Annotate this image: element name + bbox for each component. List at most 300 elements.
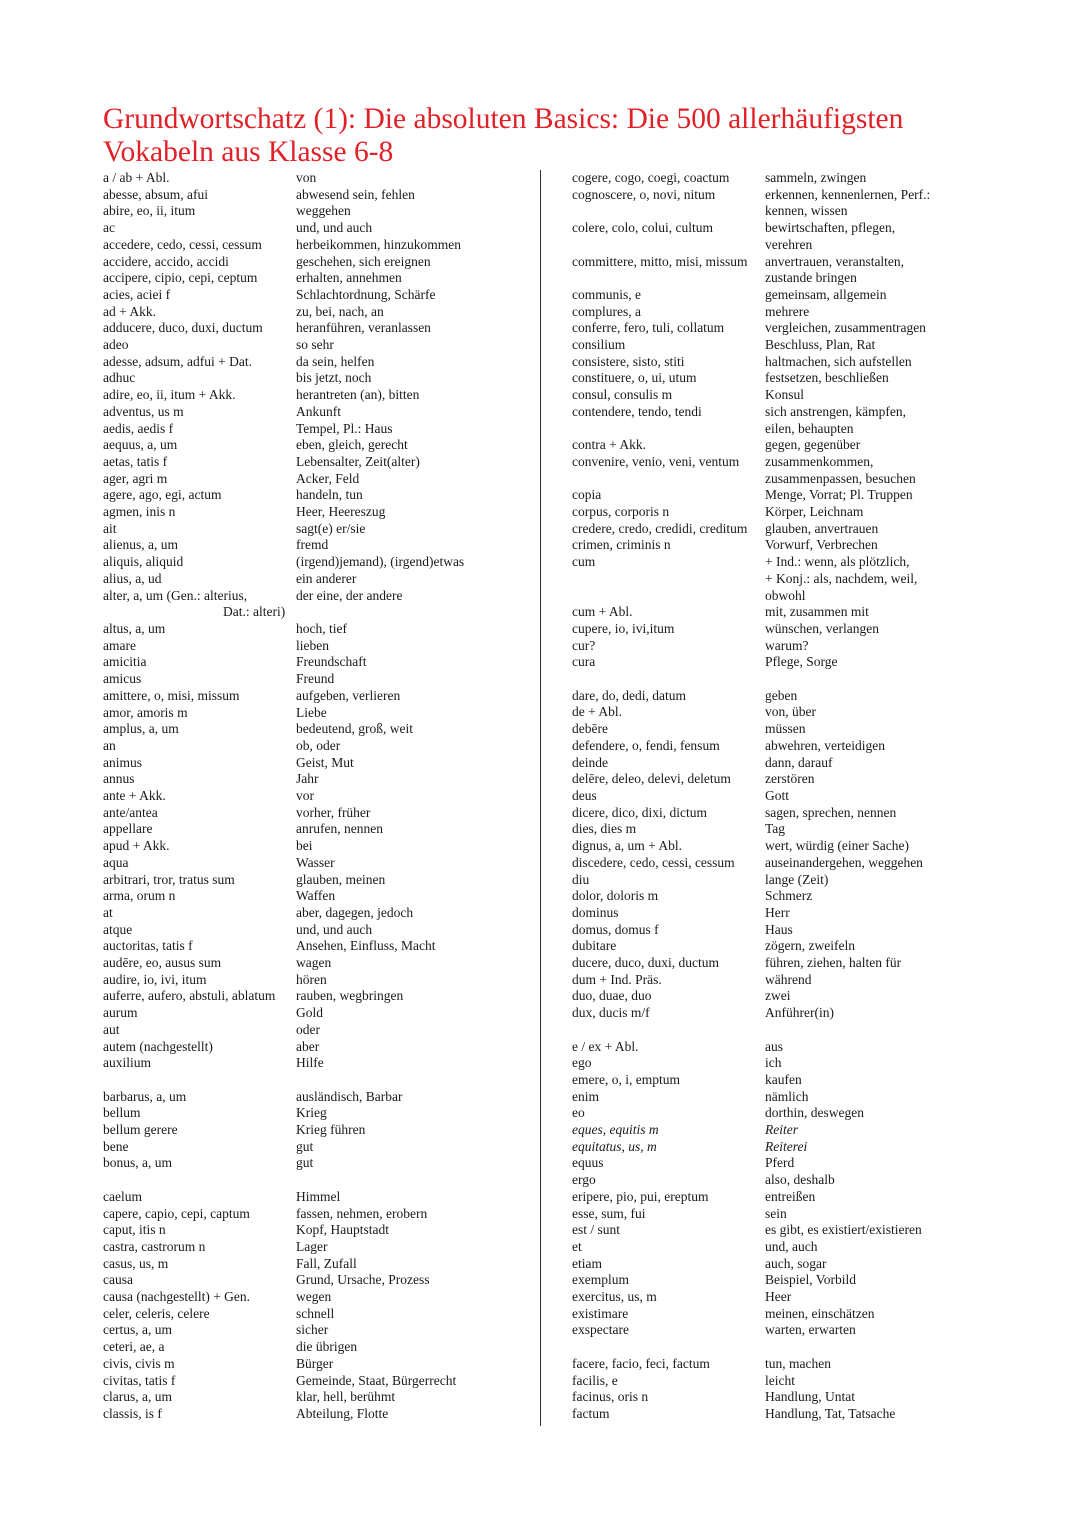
german-meaning: sagen, sprechen, nennen xyxy=(765,804,897,820)
latin-term: ad + Akk. xyxy=(103,303,156,319)
vocab-row xyxy=(572,170,972,187)
vocab-row xyxy=(103,203,533,220)
vocab-row xyxy=(103,237,533,254)
german-meaning: vor xyxy=(296,788,314,804)
vocab-row xyxy=(572,1256,972,1273)
latin-term xyxy=(103,1072,296,1089)
vocab-row xyxy=(572,704,972,721)
latin-term: copia xyxy=(572,487,602,503)
latin-term: clarus, a, um xyxy=(103,1389,172,1405)
latin-term: bonus, a, um xyxy=(103,1155,172,1171)
vocab-row xyxy=(103,270,533,287)
latin-term: auctoritas, tatis f xyxy=(103,938,193,954)
german-meaning xyxy=(296,1172,533,1189)
vocab-row xyxy=(572,821,972,838)
latin-term: audēre, eo, ausus sum xyxy=(103,955,222,971)
german-meaning: Ansehen, Einfluss, Macht xyxy=(296,938,436,954)
latin-term xyxy=(572,237,765,254)
vocab-row xyxy=(572,487,972,504)
vocab-row xyxy=(103,905,533,922)
latin-term: corpus, corporis n xyxy=(572,504,670,520)
german-meaning: also, deshalb xyxy=(765,1172,835,1188)
german-meaning: Krieg xyxy=(296,1105,327,1121)
vocab-row xyxy=(572,604,972,621)
vocab-row xyxy=(572,320,972,337)
latin-term: factum xyxy=(572,1405,610,1421)
german-meaning: zusammenkommen, xyxy=(765,453,874,469)
vocab-row xyxy=(572,671,972,688)
latin-term: celer, celeris, celere xyxy=(103,1305,210,1321)
german-meaning: sicher xyxy=(296,1322,329,1338)
vocab-row xyxy=(572,554,972,571)
vocab-row xyxy=(103,437,533,454)
latin-term: committere, mitto, misi, missum xyxy=(572,253,748,269)
german-meaning: Pflege, Sorge xyxy=(765,654,838,670)
latin-term: adventus, us m xyxy=(103,403,184,419)
latin-term: casus, us, m xyxy=(103,1255,169,1271)
latin-term xyxy=(572,1022,765,1039)
latin-term: accidere, accido, accidi xyxy=(103,253,229,269)
latin-term: dum + Ind. Präs. xyxy=(572,971,662,987)
latin-term: amor, amoris m xyxy=(103,704,188,720)
vocab-row xyxy=(103,1322,533,1339)
latin-term: de + Abl. xyxy=(572,704,622,720)
german-meaning: sich anstrengen, kämpfen, xyxy=(765,403,906,419)
latin-term: altus, a, um xyxy=(103,620,166,636)
german-meaning: oder xyxy=(296,1021,320,1037)
vocab-row xyxy=(572,1139,972,1156)
german-meaning: Gold xyxy=(296,1005,323,1021)
latin-term: contendere, tendo, tendi xyxy=(572,403,702,419)
latin-term: colere, colo, colui, cultum xyxy=(572,220,713,236)
latin-term: classis, is f xyxy=(103,1406,162,1421)
german-meaning: Herr xyxy=(765,904,790,920)
vocab-row xyxy=(572,755,972,772)
latin-term: at xyxy=(103,904,113,920)
latin-term: dux, ducis m/f xyxy=(572,1005,650,1021)
latin-term: equitatus, us, m xyxy=(572,1138,657,1154)
vocab-row xyxy=(103,1206,533,1223)
german-meaning: Konsul xyxy=(765,387,805,403)
vocab-row xyxy=(103,1256,533,1273)
german-meaning: bewirtschaften, pflegen, xyxy=(765,220,896,236)
german-meaning: zu, bei, nach, an xyxy=(296,303,384,319)
vocab-row xyxy=(103,571,533,588)
german-meaning: ausländisch, Barbar xyxy=(296,1088,403,1104)
vocab-row xyxy=(572,938,972,955)
german-meaning: zusammenpassen, besuchen xyxy=(765,470,916,486)
latin-term: caelum xyxy=(103,1188,142,1204)
vocab-row xyxy=(572,621,972,638)
vocab-row xyxy=(103,1072,533,1089)
german-meaning: Tempel, Pl.: Haus xyxy=(296,420,393,436)
vocab-row xyxy=(103,1055,533,1072)
german-meaning: wagen xyxy=(296,955,332,971)
vocab-row xyxy=(103,404,533,421)
german-meaning: auch, sogar xyxy=(765,1255,827,1271)
german-meaning: Jahr xyxy=(296,771,319,787)
vocab-row xyxy=(572,571,972,588)
german-meaning: Freund xyxy=(296,671,335,687)
german-meaning: gut xyxy=(296,1138,314,1154)
vocab-row xyxy=(572,872,972,889)
german-meaning: sagt(e) er/sie xyxy=(296,520,366,536)
latin-term: cogere, cogo, coegi, coactum xyxy=(572,170,730,185)
vocab-row xyxy=(103,671,533,688)
german-meaning: Beschluss, Plan, Rat xyxy=(765,337,876,353)
vocab-row xyxy=(103,688,533,705)
vocab-row xyxy=(103,1089,533,1106)
german-meaning: sammeln, zwingen xyxy=(765,170,867,185)
vocab-row xyxy=(572,203,972,220)
german-meaning: und, und auch xyxy=(296,220,373,236)
latin-term: ager, agri m xyxy=(103,470,168,486)
vocab-row xyxy=(103,1339,533,1356)
vocab-row xyxy=(103,838,533,855)
latin-term: audire, io, ivi, itum xyxy=(103,971,207,987)
latin-term: convenire, venio, veni, ventum xyxy=(572,453,740,469)
latin-term: alius, a, ud xyxy=(103,570,162,586)
latin-term: causa (nachgestellt) + Gen. xyxy=(103,1289,251,1305)
german-meaning: klar, hell, berühmt xyxy=(296,1389,396,1405)
german-meaning: Krieg führen xyxy=(296,1122,366,1138)
vocab-row xyxy=(572,654,972,671)
latin-term: facinus, oris n xyxy=(572,1389,649,1405)
german-meaning: Heer, Heereszug xyxy=(296,504,386,520)
vocab-row xyxy=(103,537,533,554)
vocab-row xyxy=(572,1089,972,1106)
german-meaning: ob, oder xyxy=(296,737,341,753)
vocab-row xyxy=(572,1005,972,1022)
column-divider xyxy=(540,170,541,1426)
german-meaning: Geist, Mut xyxy=(296,754,354,770)
german-meaning: + Konj.: als, nachdem, weil, xyxy=(765,570,918,586)
german-meaning: Acker, Feld xyxy=(296,470,360,486)
latin-term xyxy=(572,571,765,588)
german-meaning: gut xyxy=(296,1155,314,1171)
latin-term: conferre, fero, tuli, collatum xyxy=(572,320,725,336)
vocab-row xyxy=(103,254,533,271)
vocab-row xyxy=(572,888,972,905)
german-meaning: es gibt, es existiert/existieren xyxy=(765,1222,922,1238)
vocab-row xyxy=(572,304,972,321)
vocab-row xyxy=(103,654,533,671)
vocab-row xyxy=(103,187,533,204)
latin-term: appellare xyxy=(103,821,153,837)
latin-term: discedere, cedo, cessi, cessum xyxy=(572,854,735,870)
vocab-row xyxy=(103,1406,533,1423)
german-meaning: Wasser xyxy=(296,854,335,870)
german-meaning: lange (Zeit) xyxy=(765,871,829,887)
latin-term: debēre xyxy=(572,721,608,737)
german-meaning: rauben, wegbringen xyxy=(296,988,404,1004)
german-meaning: Anführer(in) xyxy=(765,1005,834,1021)
latin-term: abesse, absum, afui xyxy=(103,186,208,202)
latin-term: certus, a, um xyxy=(103,1322,172,1338)
vocab-row xyxy=(572,788,972,805)
german-meaning: abwehren, verteidigen xyxy=(765,737,885,753)
vocab-row xyxy=(572,805,972,822)
german-meaning: Menge, Vorrat; Pl. Truppen xyxy=(765,487,913,503)
german-meaning: vergleichen, zusammentragen xyxy=(765,320,926,336)
vocab-row xyxy=(572,771,972,788)
vocab-row xyxy=(103,721,533,738)
vocab-row xyxy=(572,688,972,705)
vocab-row xyxy=(572,1339,972,1356)
latin-term: ante/antea xyxy=(103,804,158,820)
german-meaning: warum? xyxy=(765,637,809,653)
latin-term: deus xyxy=(572,788,597,803)
latin-term: exspectare xyxy=(572,1322,629,1338)
german-meaning: von xyxy=(296,170,317,185)
latin-term: causa xyxy=(103,1272,133,1288)
german-meaning: herbeikommen, hinzukommen xyxy=(296,236,461,252)
latin-term: castra, castrorum n xyxy=(103,1238,206,1254)
german-meaning: verehren xyxy=(765,236,813,252)
german-meaning: ein anderer xyxy=(296,570,357,586)
latin-term: communis, e xyxy=(572,286,641,302)
vocab-row xyxy=(103,788,533,805)
vocab-row xyxy=(572,220,972,237)
latin-term: alter, a, um (Gen.: alterius, xyxy=(103,587,248,603)
latin-term: atque xyxy=(103,921,133,937)
latin-term: eques, equitis m xyxy=(572,1122,659,1138)
vocab-row xyxy=(103,988,533,1005)
vocab-row xyxy=(103,320,533,337)
german-meaning: Beispiel, Vorbild xyxy=(765,1272,857,1288)
german-meaning: anvertrauen, veranstalten, xyxy=(765,253,905,269)
vocab-row xyxy=(103,521,533,538)
latin-term: ante + Akk. xyxy=(103,788,166,804)
german-meaning: Körper, Leichnam xyxy=(765,504,864,520)
german-meaning: bei xyxy=(296,838,313,854)
german-meaning: nämlich xyxy=(765,1088,809,1104)
latin-term: apud + Akk. xyxy=(103,838,170,854)
latin-term: an xyxy=(103,737,116,753)
german-meaning: aber, dagegen, jedoch xyxy=(296,904,414,920)
german-meaning: Kopf, Hauptstadt xyxy=(296,1222,389,1238)
vocab-row xyxy=(103,554,533,571)
vocab-row xyxy=(572,955,972,972)
vocab-row xyxy=(572,521,972,538)
vocab-row xyxy=(572,1373,972,1390)
german-meaning: entreißen xyxy=(765,1188,816,1204)
vocab-row xyxy=(572,1022,972,1039)
vocab-row xyxy=(103,855,533,872)
german-meaning: weggehen xyxy=(296,203,351,219)
german-meaning: wünschen, verlangen xyxy=(765,620,879,636)
latin-term: dies, dies m xyxy=(572,821,637,837)
german-meaning: sein xyxy=(765,1205,787,1221)
vocab-row xyxy=(572,1122,972,1139)
vocab-row xyxy=(572,638,972,655)
german-meaning: + Ind.: wenn, als plötzlich, xyxy=(765,554,910,570)
latin-term: adhuc xyxy=(103,370,136,386)
latin-term: bene xyxy=(103,1138,129,1154)
german-meaning: dorthin, deswegen xyxy=(765,1105,864,1121)
vocab-row xyxy=(103,805,533,822)
latin-term xyxy=(572,471,765,488)
latin-term: adesse, adsum, adfui + Dat. xyxy=(103,353,252,369)
latin-term: eripere, pio, pui, ereptum xyxy=(572,1188,709,1204)
german-meaning: festsetzen, beschließen xyxy=(765,370,889,386)
german-meaning: während xyxy=(765,971,812,987)
vocab-row xyxy=(572,1239,972,1256)
vocab-row xyxy=(572,1272,972,1289)
vocab-column-right xyxy=(572,170,972,1423)
vocab-row xyxy=(103,471,533,488)
german-meaning xyxy=(296,1072,533,1089)
vocab-row xyxy=(103,588,533,605)
german-meaning: hören xyxy=(296,971,327,987)
german-meaning: Pferd xyxy=(765,1155,795,1171)
vocab-row xyxy=(572,1172,972,1189)
latin-term: ducere, duco, duxi, ductum xyxy=(572,955,719,971)
vocab-row xyxy=(103,287,533,304)
latin-term: defendere, o, fendi, fensum xyxy=(572,737,720,753)
latin-term: contra + Akk. xyxy=(572,437,646,453)
vocab-row xyxy=(103,938,533,955)
latin-term: exemplum xyxy=(572,1272,629,1288)
latin-term: constituere, o, ui, utum xyxy=(572,370,697,386)
german-meaning: zustande bringen xyxy=(765,270,857,286)
latin-term xyxy=(103,1172,296,1189)
vocab-row xyxy=(572,370,972,387)
vocab-row xyxy=(572,537,972,554)
vocab-row xyxy=(103,821,533,838)
german-meaning: geben xyxy=(765,687,798,703)
german-meaning: Fall, Zufall xyxy=(296,1255,357,1271)
vocab-row xyxy=(103,705,533,722)
latin-term: delēre, deleo, delevi, deletum xyxy=(572,771,731,787)
vocab-row xyxy=(572,905,972,922)
vocab-row xyxy=(103,972,533,989)
german-meaning: lieben xyxy=(296,637,329,653)
german-meaning: eben, gleich, gerecht xyxy=(296,437,408,453)
german-meaning: Heer xyxy=(765,1289,792,1305)
latin-term: esse, sum, fui xyxy=(572,1205,646,1221)
german-meaning xyxy=(765,671,972,688)
german-meaning: Waffen xyxy=(296,888,336,904)
latin-term: ego xyxy=(572,1055,592,1071)
vocab-row xyxy=(103,621,533,638)
vocab-row xyxy=(572,1155,972,1172)
latin-term: amplus, a, um xyxy=(103,721,179,737)
german-meaning: tun, machen xyxy=(765,1355,831,1371)
vocab-row xyxy=(572,721,972,738)
german-meaning: zerstören xyxy=(765,771,815,787)
vocab-row xyxy=(103,504,533,521)
german-meaning xyxy=(765,1339,972,1356)
german-meaning: kaufen xyxy=(765,1071,802,1087)
vocab-row xyxy=(572,1356,972,1373)
latin-term: dare, do, dedi, datum xyxy=(572,687,686,703)
vocab-row xyxy=(572,237,972,254)
german-meaning: wegen xyxy=(296,1289,332,1305)
vocab-row xyxy=(103,1155,533,1172)
vocab-row xyxy=(572,354,972,371)
vocab-row xyxy=(572,922,972,939)
vocab-row xyxy=(572,387,972,404)
vocab-row xyxy=(572,337,972,354)
latin-term: ergo xyxy=(572,1172,596,1188)
vocab-row xyxy=(572,838,972,855)
vocab-row xyxy=(103,755,533,772)
latin-term: aliquis, aliquid xyxy=(103,554,184,570)
vocab-row xyxy=(103,1039,533,1056)
vocab-row xyxy=(572,404,972,421)
german-meaning: heranführen, veranlassen xyxy=(296,320,431,336)
german-meaning: herantreten (an), bitten xyxy=(296,387,420,403)
latin-term: amittere, o, misi, missum xyxy=(103,687,240,703)
german-meaning: Gemeinde, Staat, Bürgerrecht xyxy=(296,1372,457,1388)
latin-term: et xyxy=(572,1238,582,1254)
latin-term: Dat.: alteri) xyxy=(223,604,286,620)
latin-term: cum + Abl. xyxy=(572,604,633,620)
vocab-row xyxy=(103,1139,533,1156)
german-meaning: erhalten, annehmen xyxy=(296,270,402,286)
latin-term: cognoscere, o, novi, nitum xyxy=(572,186,716,202)
vocab-row xyxy=(103,487,533,504)
latin-term: alienus, a, um xyxy=(103,537,178,553)
vocab-column-left xyxy=(103,170,533,1423)
german-meaning: so sehr xyxy=(296,337,334,353)
latin-term xyxy=(572,588,765,605)
german-meaning: geschehen, sich ereignen xyxy=(296,253,431,269)
german-meaning: und, und auch xyxy=(296,921,373,937)
german-meaning: hoch, tief xyxy=(296,620,347,636)
latin-term: cum xyxy=(572,554,596,570)
latin-term: aurum xyxy=(103,1005,138,1021)
vocab-row xyxy=(572,1072,972,1089)
vocab-row xyxy=(572,187,972,204)
german-meaning: vorher, früher xyxy=(296,804,371,820)
latin-term: enim xyxy=(572,1088,599,1104)
latin-term: consistere, sisto, stiti xyxy=(572,353,685,369)
vocab-row xyxy=(572,254,972,271)
latin-term: deinde xyxy=(572,754,608,770)
latin-term: crimen, criminis n xyxy=(572,537,671,553)
vocab-row xyxy=(103,354,533,371)
vocab-row xyxy=(103,1356,533,1373)
latin-term: dominus xyxy=(572,904,619,920)
german-meaning: Abteilung, Flotte xyxy=(296,1406,389,1421)
german-meaning: wert, würdig (einer Sache) xyxy=(765,838,909,854)
german-meaning: auseinandergehen, weggehen xyxy=(765,854,923,870)
vocab-row xyxy=(103,1272,533,1289)
vocab-row xyxy=(572,588,972,605)
german-meaning: mehrere xyxy=(765,303,810,319)
german-meaning: bedeutend, groß, weit xyxy=(296,721,413,737)
latin-term: exercitus, us, m xyxy=(572,1289,657,1305)
vocab-row xyxy=(103,1306,533,1323)
vocab-row xyxy=(572,855,972,872)
latin-term: ait xyxy=(103,520,117,536)
latin-term: accedere, cedo, cessi, cessum xyxy=(103,236,262,252)
latin-term: e / ex + Abl. xyxy=(572,1038,639,1054)
german-meaning: anrufen, nennen xyxy=(296,821,383,837)
german-meaning: fremd xyxy=(296,537,329,553)
latin-term: cupere, io, ivi,itum xyxy=(572,620,675,636)
vocab-row xyxy=(572,287,972,304)
german-meaning: haltmachen, sich aufstellen xyxy=(765,353,912,369)
vocab-row xyxy=(103,421,533,438)
vocab-row xyxy=(572,1105,972,1122)
vocab-row xyxy=(572,1222,972,1239)
latin-term: aqua xyxy=(103,854,129,870)
vocab-row xyxy=(103,1222,533,1239)
german-meaning xyxy=(765,1022,972,1039)
